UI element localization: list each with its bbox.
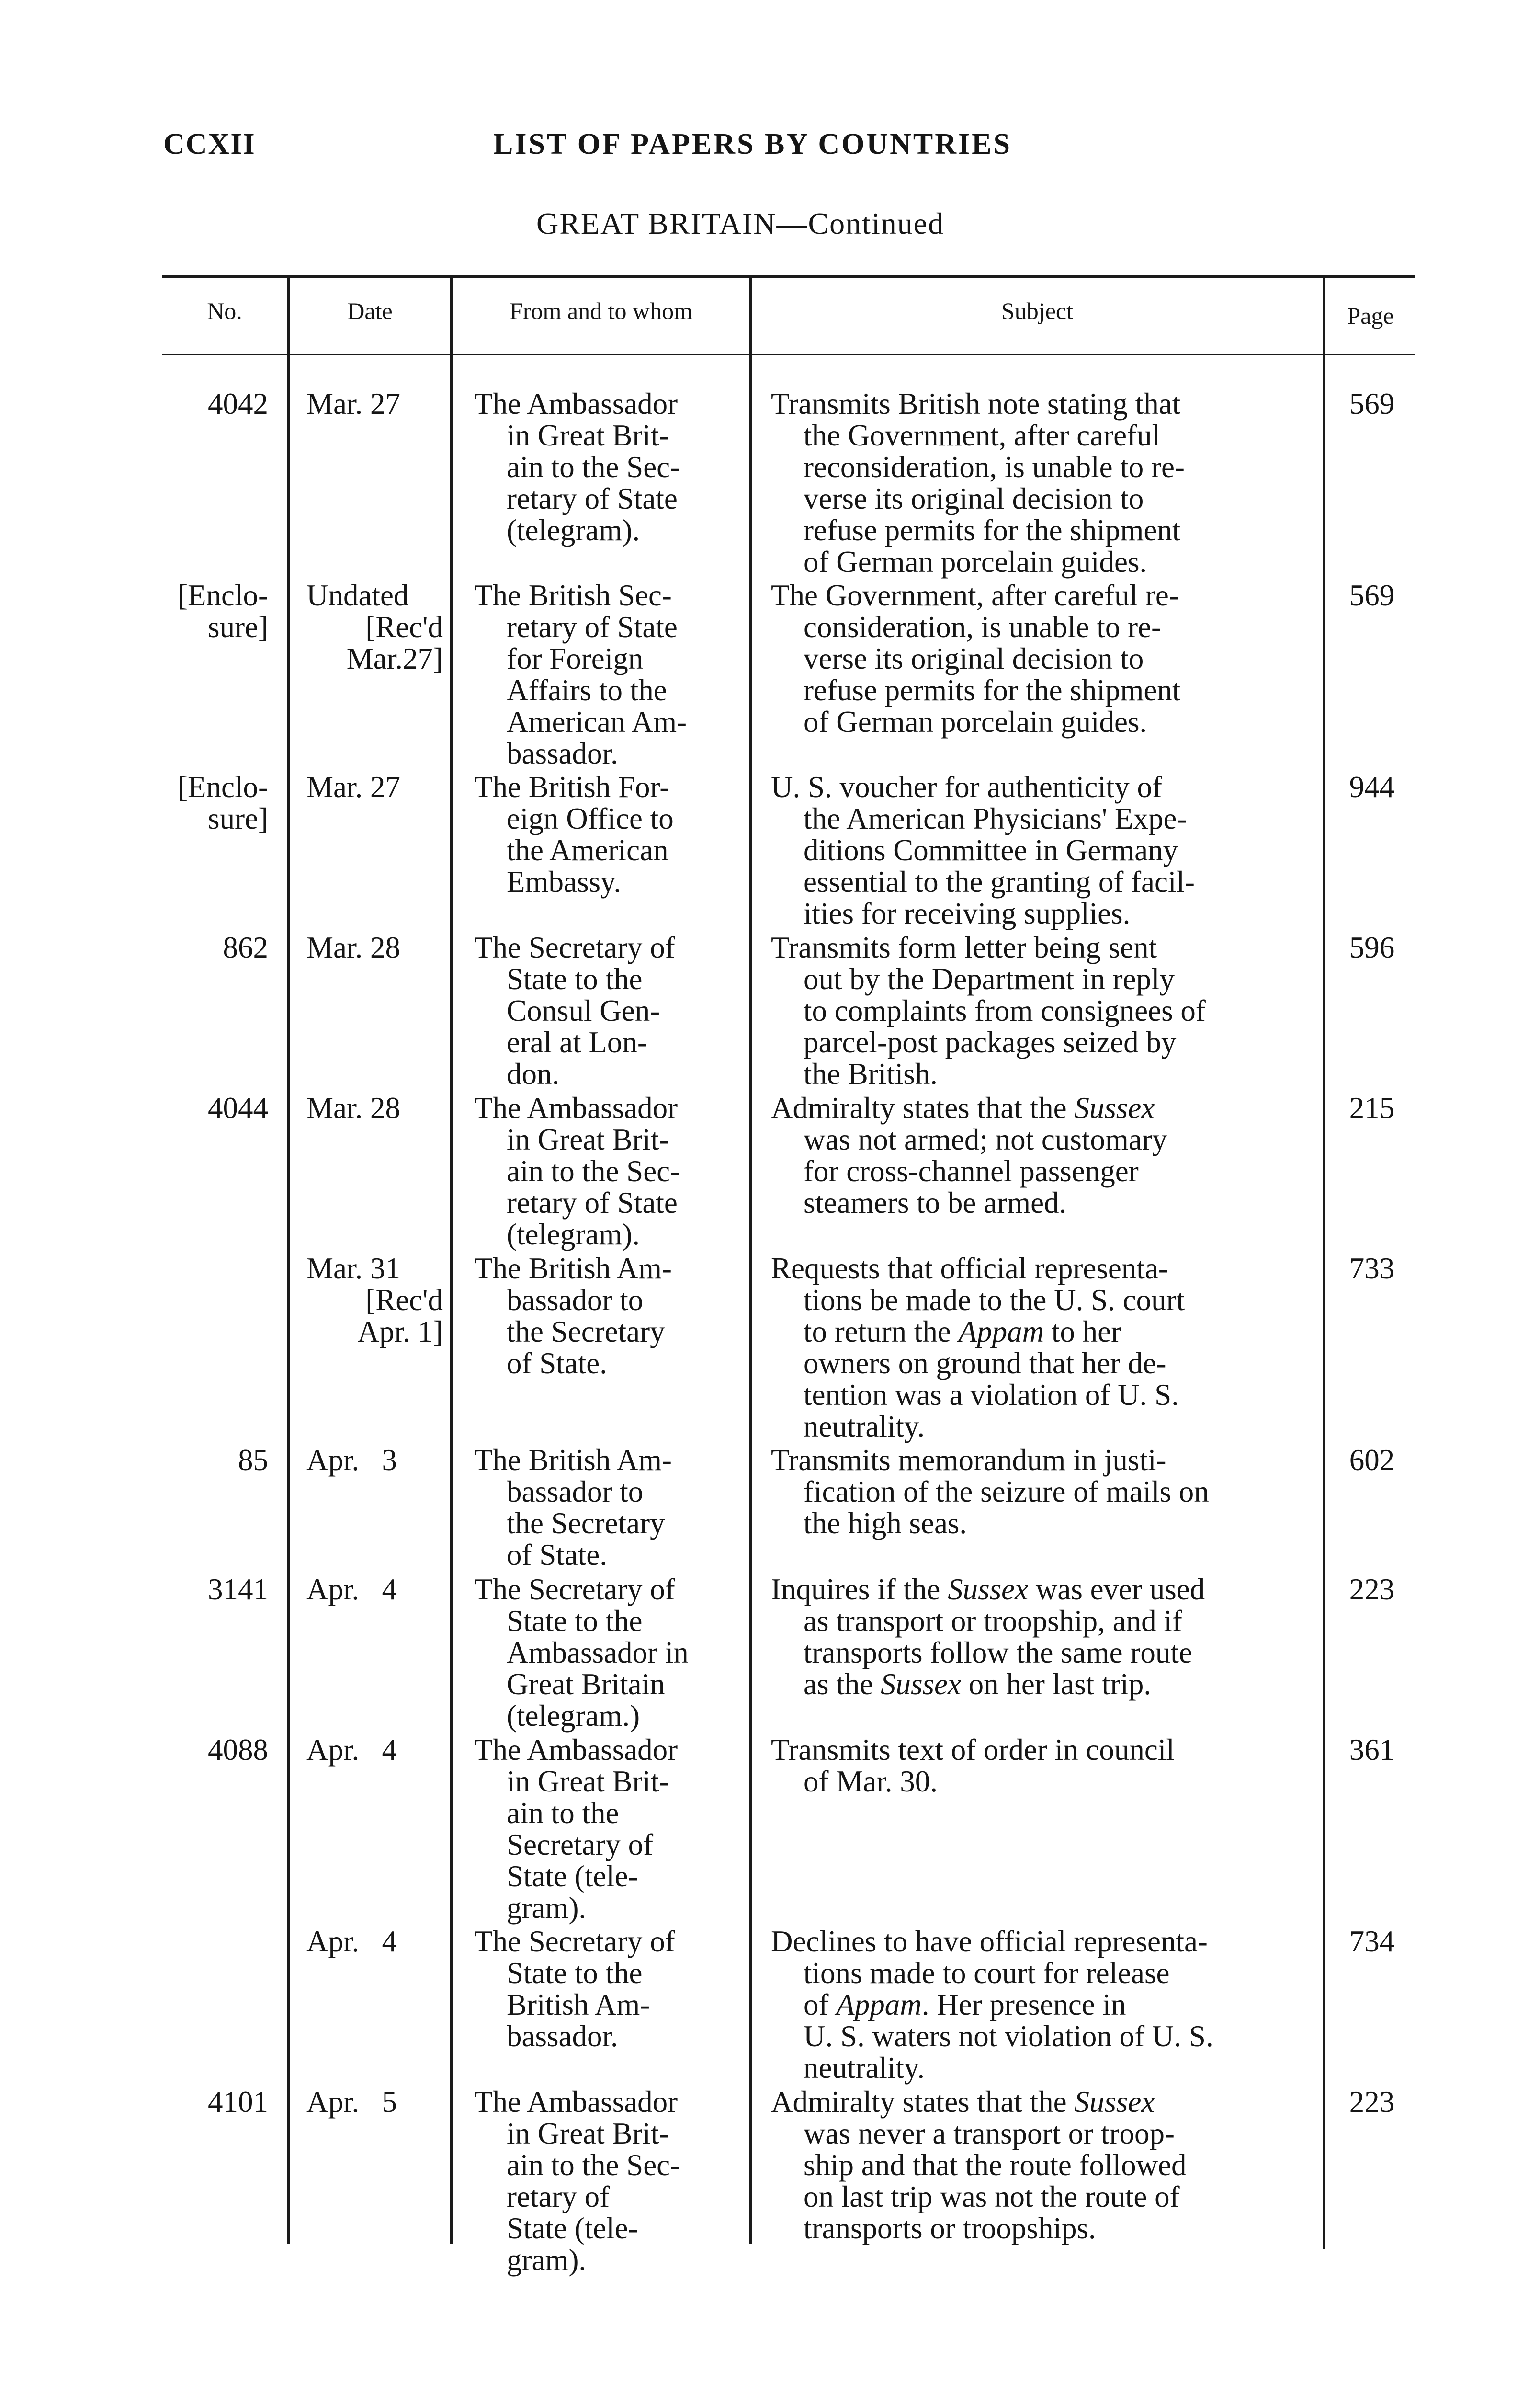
text-line: reconsideration, is unable to re- xyxy=(804,450,1185,484)
row-date xyxy=(306,1926,443,1957)
row-subject xyxy=(771,932,1307,1090)
text-line: Admiralty states that the Sussex xyxy=(771,1091,1155,1125)
text-line: ain to the Sec- xyxy=(507,1154,680,1188)
text-line: in Great Brit- xyxy=(507,1765,669,1798)
text-line: the high seas. xyxy=(804,1506,967,1540)
text-line: transports follow the same route xyxy=(804,1636,1192,1669)
row-subject xyxy=(771,1092,1307,1219)
row-subject xyxy=(771,2086,1307,2244)
date-line: Undated xyxy=(306,579,409,612)
row-number-line: sure] xyxy=(208,610,268,644)
text-line: Requests that official representa- xyxy=(771,1252,1168,1285)
text-line: The Ambassador xyxy=(474,2085,678,2119)
text-line: tention was a violation of U. S. xyxy=(804,1378,1179,1412)
text-line: tions made to court for release xyxy=(804,1956,1170,1990)
date-line: Mar. 28 xyxy=(306,1091,400,1125)
text-line: bassador. xyxy=(507,2019,618,2053)
text-line: Admiralty states that the Sussex xyxy=(771,2085,1155,2119)
row-number xyxy=(158,1444,268,1476)
row-page: 361 xyxy=(1349,1733,1395,1767)
text-line: in Great Brit- xyxy=(507,1123,669,1156)
row-number-line: [Enclo- xyxy=(178,579,268,612)
row-date xyxy=(306,932,443,963)
text-line: to return the Appam to her xyxy=(804,1315,1121,1348)
row-date xyxy=(306,1734,443,1766)
text-line: ain to the Sec- xyxy=(507,2148,680,2182)
text-line: State to the xyxy=(507,1956,643,1990)
column-header-page: Page xyxy=(1347,302,1394,329)
column-divider-3 xyxy=(749,275,752,2244)
row-date xyxy=(306,1444,443,1476)
text-line: ities for receiving supplies. xyxy=(804,897,1131,930)
date-line: Apr. 5 xyxy=(306,2085,397,2119)
text-line: transports or troopships. xyxy=(804,2212,1096,2245)
row-subject xyxy=(771,1253,1307,1442)
row-date xyxy=(306,580,443,674)
row-number-line: 4101 xyxy=(208,2085,268,2119)
text-line: Consul Gen- xyxy=(507,994,660,1027)
row-from-to xyxy=(474,1253,742,1379)
text-line: to complaints from consignees of xyxy=(804,994,1206,1027)
text-line: ship and that the route followed xyxy=(804,2148,1187,2182)
text-line: the Secretary xyxy=(507,1506,665,1540)
text-line: of German porcelain guides. xyxy=(804,545,1147,579)
row-date xyxy=(306,2086,443,2118)
date-line: Mar. 27 xyxy=(306,387,400,421)
text-line: American Am- xyxy=(507,705,687,739)
text-line: ditions Committee in Germany xyxy=(804,833,1178,867)
row-from-to xyxy=(474,1734,742,1924)
text-line: was not armed; not customary xyxy=(804,1123,1167,1156)
text-line: retary of xyxy=(507,2180,610,2213)
date-line: Mar. 27 xyxy=(306,770,400,804)
text-line: The Secretary of xyxy=(474,931,675,964)
row-from-to xyxy=(474,2086,742,2276)
text-line: in Great Brit- xyxy=(507,2117,669,2150)
row-from-to xyxy=(474,388,742,546)
text-line: gram). xyxy=(507,2243,587,2277)
text-line: don. xyxy=(507,1057,560,1091)
header-bottom-rule xyxy=(162,354,1415,355)
text-line: Affairs to the xyxy=(507,673,667,707)
text-line: (telegram). xyxy=(507,513,640,547)
page-number: CCXII xyxy=(163,128,256,160)
text-line: retary of State xyxy=(507,1186,678,1220)
text-line: Transmits British note stating that xyxy=(771,387,1181,421)
text-line: State (tele- xyxy=(507,2212,638,2245)
text-line: out by the Department in reply xyxy=(804,962,1175,996)
text-line: retary of State xyxy=(507,482,678,515)
section-subtitle: GREAT BRITAIN—Continued xyxy=(536,206,945,240)
row-number xyxy=(158,1574,268,1605)
row-date xyxy=(306,1092,443,1124)
text-line: The British Am- xyxy=(474,1252,672,1285)
text-line: refuse permits for the shipment xyxy=(804,513,1181,547)
row-subject xyxy=(771,1734,1307,1797)
text-line: State (tele- xyxy=(507,1859,638,1893)
text-line: of State. xyxy=(507,1346,607,1380)
row-subject xyxy=(771,580,1307,738)
text-line: bassador. xyxy=(507,737,618,770)
text-line: tions be made to the U. S. court xyxy=(804,1283,1185,1317)
table-top-rule xyxy=(162,275,1415,278)
page-title: LIST OF PAPERS BY COUNTRIES xyxy=(493,128,1012,160)
text-line: neutrality. xyxy=(804,1410,925,1443)
text-line: The Government, after careful re- xyxy=(771,579,1179,612)
date-line: Apr. 1] xyxy=(357,1315,443,1348)
text-line: The Secretary of xyxy=(474,1573,675,1606)
text-line: U. S. waters not violation of U. S. xyxy=(804,2019,1213,2053)
text-line: The British Sec- xyxy=(474,579,672,612)
text-line: The British Am- xyxy=(474,1443,672,1477)
text-line: consideration, is unable to re- xyxy=(804,610,1162,644)
text-line: State to the xyxy=(507,1604,643,1638)
text-line: for cross-channel passenger xyxy=(804,1154,1139,1188)
row-subject xyxy=(771,1444,1307,1539)
row-page: 944 xyxy=(1349,770,1395,804)
column-divider-2 xyxy=(450,275,453,2244)
date-line: [Rec'd xyxy=(365,1283,443,1317)
text-line: Transmits memorandum in justi- xyxy=(771,1443,1166,1477)
text-line: eign Office to xyxy=(507,802,674,835)
row-page: 596 xyxy=(1349,931,1395,964)
date-line: [Rec'd xyxy=(365,610,443,644)
row-page: 569 xyxy=(1349,579,1395,612)
row-page: 602 xyxy=(1349,1443,1395,1477)
text-line: of State. xyxy=(507,1538,607,1572)
text-line: State to the xyxy=(507,962,643,996)
text-line: bassador to xyxy=(507,1475,644,1508)
row-number xyxy=(158,932,268,963)
row-date xyxy=(306,388,443,420)
row-subject xyxy=(771,771,1307,929)
row-number xyxy=(158,2086,268,2118)
text-line: gram). xyxy=(507,1891,587,1925)
text-line: on last trip was not the route of xyxy=(804,2180,1180,2213)
date-line: Apr. 3 xyxy=(306,1443,397,1477)
text-line: in Great Brit- xyxy=(507,419,669,452)
text-line: refuse permits for the shipment xyxy=(804,673,1181,707)
text-line: for Foreign xyxy=(507,642,644,675)
text-line: U. S. voucher for authenticity of xyxy=(771,770,1163,804)
row-page: 569 xyxy=(1349,387,1395,421)
text-line: The Secretary of xyxy=(474,1925,675,1958)
row-from-to xyxy=(474,1926,742,2052)
text-line: steamers to be armed. xyxy=(804,1186,1067,1220)
text-line: Transmits form letter being sent xyxy=(771,931,1157,964)
row-number-line: 862 xyxy=(223,931,268,964)
text-line: The Ambassador xyxy=(474,387,678,421)
date-line: Apr. 4 xyxy=(306,1925,397,1958)
text-line: Ambassador in xyxy=(507,1636,689,1669)
row-page: 733 xyxy=(1349,1252,1395,1285)
text-line: of Appam. Her presence in xyxy=(804,1988,1126,2021)
text-line: Transmits text of order in council xyxy=(771,1733,1175,1767)
row-number xyxy=(158,1092,268,1124)
row-number-line: 4044 xyxy=(208,1091,268,1125)
row-number xyxy=(158,388,268,420)
row-date xyxy=(306,771,443,803)
text-line: Declines to have official representa- xyxy=(771,1925,1208,1958)
text-line: ain to the Sec- xyxy=(507,450,680,484)
text-line: Great Britain xyxy=(507,1667,665,1701)
row-number-line: sure] xyxy=(208,802,268,835)
row-page: 215 xyxy=(1349,1091,1395,1125)
text-line: Embassy. xyxy=(507,865,622,899)
row-from-to xyxy=(474,771,742,898)
text-line: the American xyxy=(507,833,668,867)
column-header-date: Date xyxy=(347,297,393,324)
text-line: The Ambassador xyxy=(474,1733,678,1767)
text-line: The Ambassador xyxy=(474,1091,678,1125)
row-page: 223 xyxy=(1349,2085,1395,2119)
text-line: verse its original decision to xyxy=(804,642,1144,675)
date-line: Apr. 4 xyxy=(306,1733,397,1767)
text-line: verse its original decision to xyxy=(804,482,1144,515)
date-line: Apr. 4 xyxy=(306,1573,397,1606)
row-page: 734 xyxy=(1349,1925,1395,1958)
column-header-subject: Subject xyxy=(1001,297,1073,324)
row-number xyxy=(158,771,268,834)
text-line: (telegram.) xyxy=(507,1699,640,1733)
text-line: neutrality. xyxy=(804,2051,925,2085)
row-number-line: 4088 xyxy=(208,1733,268,1767)
text-line: the British. xyxy=(804,1057,938,1091)
text-line: as the Sussex on her last trip. xyxy=(804,1667,1152,1701)
text-line: Inquires if the Sussex was ever used xyxy=(771,1573,1205,1606)
text-line: essential to the granting of facil- xyxy=(804,865,1195,899)
column-divider-1 xyxy=(287,275,290,2244)
text-line: British Am- xyxy=(507,1988,650,2021)
row-number xyxy=(158,1734,268,1766)
row-subject xyxy=(771,1574,1307,1700)
row-from-to xyxy=(474,580,742,769)
text-line: the American Physicians' Expe- xyxy=(804,802,1187,835)
row-number-line: 4042 xyxy=(208,387,268,421)
row-page: 223 xyxy=(1349,1573,1395,1606)
row-from-to xyxy=(474,1574,742,1732)
date-line: Mar. 31 xyxy=(306,1252,400,1285)
row-date xyxy=(306,1253,443,1347)
row-subject xyxy=(771,388,1307,578)
text-line: the Government, after careful xyxy=(804,419,1161,452)
text-line: was never a transport or troop- xyxy=(804,2117,1175,2150)
date-line: Mar.27] xyxy=(346,642,443,675)
text-line: The British For- xyxy=(474,770,670,804)
row-number-line: [Enclo- xyxy=(178,770,268,804)
text-line: owners on ground that her de- xyxy=(804,1346,1166,1380)
text-line: parcel-post packages seized by xyxy=(804,1026,1177,1059)
row-subject xyxy=(771,1926,1307,2084)
text-line: ain to the xyxy=(507,1796,619,1830)
column-header-from: From and to whom xyxy=(510,297,692,324)
row-number-line: 3141 xyxy=(208,1573,268,1606)
row-from-to xyxy=(474,932,742,1090)
row-number-line: 85 xyxy=(238,1443,268,1477)
text-line: (telegram). xyxy=(507,1218,640,1251)
text-line: retary of State xyxy=(507,610,678,644)
row-from-to xyxy=(474,1444,742,1571)
text-line: fication of the seizure of mails on xyxy=(804,1475,1209,1508)
text-line: Secretary of xyxy=(507,1828,654,1861)
row-from-to xyxy=(474,1092,742,1250)
text-line: of German porcelain guides. xyxy=(804,705,1147,739)
date-line: Mar. 28 xyxy=(306,931,400,964)
text-line: eral at Lon- xyxy=(507,1026,647,1059)
column-header-no: No. xyxy=(207,297,242,324)
text-line: as transport or troopship, and if xyxy=(804,1604,1182,1638)
text-line: bassador to xyxy=(507,1283,644,1317)
text-line: of Mar. 30. xyxy=(804,1765,938,1798)
row-date xyxy=(306,1574,443,1605)
text-line: the Secretary xyxy=(507,1315,665,1348)
row-number xyxy=(158,580,268,643)
